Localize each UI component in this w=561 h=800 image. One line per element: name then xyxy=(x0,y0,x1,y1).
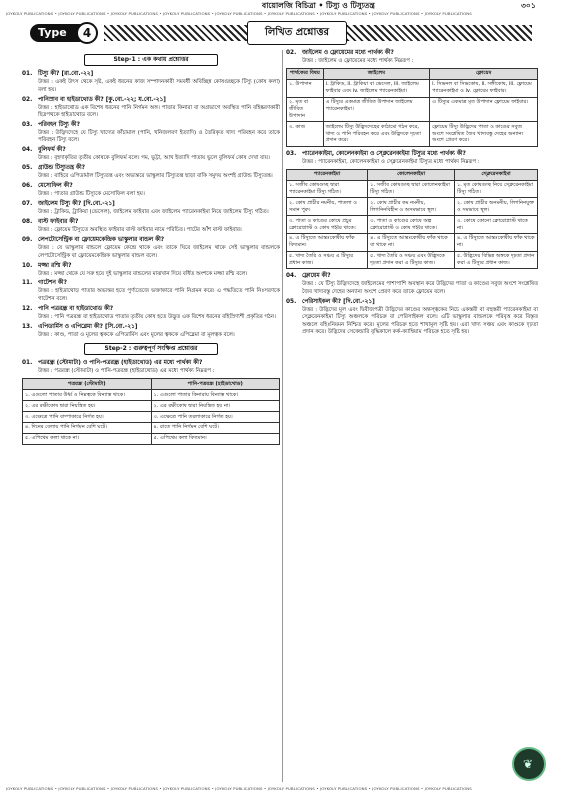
table-cell: ২. কোষ প্রাচীর নমনীয়, পাতলা ও সমান পুরু। xyxy=(287,198,368,216)
question-item xyxy=(286,273,538,296)
question-item xyxy=(22,306,280,321)
question-number: 08. xyxy=(22,219,33,226)
table-cell: ৫. এপিথেম কলা বিদ্যমান। xyxy=(151,433,280,444)
table-cell: ৫. খাদ্য তৈরি ও সঞ্চয় এবং উদ্ভিদকে দৃঢ়তা প্রদান করা এ টিস্যুর কাজ। xyxy=(368,251,455,269)
question-number: 11. xyxy=(22,280,33,287)
answer-text: উত্তর : উদ্ভিদের মূল এবং দ্বিবীজপত্রী উদ্ভিদের কাণ্ডের অন্তস্ত্বকের নিচে একস্তরী বা বহুস্তরী প্যারেনকাইমা বা স্ক্লেরেনকাইমা টিস্যু অঞ্চলকে পরিচক্র বা পেরিসাইকল বলে। এটি ভাস্কুলার বান্ডলকে পরিবৃত্ত করে বিস্তৃত অঞ্চলে বহিঃনিয়মন নিশ্চিত করে। মূলের পরিচক্র হতে শাখামূল সৃষ্টি হয়। এরা খাদ্য সঞ্চয় এবং কাণ্ডকে দৃঢ়তা প্রদান করে। উদ্ভিদের সেকেন্ডারি বৃদ্ধিকালে কর্ক-ক্যাম্বিয়াম পরিচক্র হতে সৃষ্টি হয়। xyxy=(302,306,538,336)
question-item xyxy=(22,263,280,278)
answer-text: উত্তর : একই উৎস থেকে সৃষ্ট, একই ধরনের কাজ সম্পাদনকারী সমবর্ধী অবিচ্ছিন্ন কোষগুচ্ছকে টিস্যু (কোষ কলা) বলা হয়। xyxy=(38,79,280,93)
table-row xyxy=(23,422,280,433)
table-cell: ১. এগুলো পাতার উর্ধ্ব ও নিম্নত্বকে বিন্যাস্ত থাকে। xyxy=(23,390,152,401)
question-item xyxy=(22,237,280,260)
table-cell: ফ্লোয়েম টিস্যু উদ্ভিদের পাতা ও কাণ্ডের সবুজ অংশে সংশ্লেষিত জৈব খাদ্যবস্তু দেহের অন্যান্য অংশে প্রেরণ করে। xyxy=(430,122,538,147)
answer-text: উত্তর : পাতার গ্রাউন্ড টিস্যুকে মেসোফিল বলা হয়। xyxy=(38,191,145,198)
answer-text: উত্তর : পানি পত্ররন্ধ্র বা হাইডাথোড পাতার তৃতীয় কোষ হতে উদ্ভূত এক বিশেষ ধরনের বহিস্রিণ্যশী প্রকৃতির গঠন। xyxy=(38,313,276,320)
column-header: জাইলেম xyxy=(323,68,429,79)
table-cell: ৩. এক্ষেত্রে পানি বাষ্পাকারে নির্গত হয়। xyxy=(23,412,152,423)
question-text: বুলিফর্ম কী? xyxy=(38,147,66,154)
table-cell: ৫. উদ্ভিদের বিভিন্ন অঙ্গকে দৃঢ়তা প্রদান করা এ টিস্যুর প্রধান কাজ। xyxy=(455,251,538,269)
table-row xyxy=(287,79,538,97)
table-cell: ৪. রাতে পানি নির্গমন বেশি ঘটে। xyxy=(151,422,280,433)
right-column xyxy=(286,50,538,339)
question-text: প্যারেনকাইমা, কোলেনকাইমা ও স্ক্লেরেনকাইমা টিস্যুর মধ্যে পার্থক্য কী? xyxy=(302,150,466,157)
answer-text: উত্তর : যে ভাস্কুলার বান্ডলে ফ্লোয়েম কেন্দ্রে থাকে এবং তাকে ঘিরে জাইলেম থাকে সেই ভাস্কুলার বান্ডলকে লেপটোসেন্ট্রিক বা ফ্লোয়েমকেন্দ্রিক ভাস্কুলার বান্ডল বলে। xyxy=(38,245,280,259)
question-item xyxy=(22,165,280,180)
table-cell: ২. মৃত বা জীবিত উপাদান xyxy=(287,97,324,122)
question-text: বাস্ট ফাইবার কী? xyxy=(38,219,79,226)
table-cell: ৩. কোষে কোনো ক্লোরোপ্লাস্ট থাকে না। xyxy=(455,216,538,234)
question-item xyxy=(22,324,280,339)
type-badge xyxy=(24,20,104,46)
question-item xyxy=(286,299,538,337)
answer-text: উত্তর : উদ্ভিদদেহে যে টিস্যু খাদ্যের কাঁচামাল (পানি, খনিজলবণ ইত্যাদি) ও তৈরিকৃত খাদ্য পরিবহন করে তাকে পরিবহন টিস্যু বলে। xyxy=(38,130,280,144)
question-number: 09. xyxy=(22,237,33,244)
table-cell: ৫. খাদ্য তৈরি ও সঞ্চয় এ টিস্যুর প্রধান কাজ। xyxy=(287,251,368,269)
table-header-row xyxy=(287,68,538,79)
question-item xyxy=(22,71,280,94)
table-row xyxy=(287,122,538,147)
question-text: ফ্লোয়েম কী? xyxy=(302,273,331,280)
column-header: প্যারেনকাইমা xyxy=(287,169,368,180)
title-hatch-right xyxy=(347,25,532,41)
question-item xyxy=(22,122,280,145)
answer-text: উত্তর : বাহিরে এপিডার্মাল টিস্যুতন্ত্র এবং অভ্যন্তরে ভাস্কুলার টিস্যুতন্ত্র ছাড়া বাকি সমুদয় অংশই গ্রাউন্ড টিস্যুতন্ত্র। xyxy=(38,173,273,180)
table-cell: ৩. কাজ xyxy=(287,122,324,147)
table-cell: এ টিস্যুর একমাত্র মৃত উপাদান ফ্লোয়েম ফাইবার। xyxy=(430,97,538,122)
table-row xyxy=(287,233,538,251)
answer-text: উত্তর : ট্রাকিড, ট্রাকিয়া (ভেসেল), জাইলেম ফাইবার এবং জাইলেম প্যারেনকাইমা নিয়ে জাইলেম টিস্যু গঠিত। xyxy=(38,209,269,216)
question-text: পানিস্রাব বা হাইডাথোড কী? [কু.বো.-২২; য.বো.-২১] xyxy=(38,96,166,103)
question-number: 04. xyxy=(22,147,33,154)
answer-text: উত্তর : মজ্জা থেকে যে সরু হয়ে দুই ভাস্কুলার বান্ডলের মাঝখান দিয়ে বর্ধিত অংশকে মজ্জা রশ্মি বলে। xyxy=(38,270,248,277)
table-cell: এ টিস্যুর একমাত্র জীবিত উপাদান জাইলেম প্যারেনকাইমা। xyxy=(323,97,429,122)
step1-heading: Step-1 : এক কথায় প্রশ্নোত্তর xyxy=(84,54,218,66)
question-text: গাটেশন কী? xyxy=(38,280,67,287)
page-number: ৩০১ xyxy=(521,1,536,10)
question-number: 01. xyxy=(22,360,33,367)
table-row xyxy=(287,97,538,122)
short-question-list xyxy=(22,71,280,339)
table-cell: ২. এর রক্ষীকোষ দ্বারা নিয়ন্ত্রিত হয়। xyxy=(23,401,152,412)
section-title: লিখিত প্রশ্নোত্তর xyxy=(247,21,347,45)
answer-text: উত্তর : হাইডাথোড় পাতার অভ্যন্তর হতে পুর্ণ্যতেজে ভক্তাকারে পানি নিগ্রমন করে। এ পদ্ধতিতে পানি নিঃসরণকে গাটেশন বলে। xyxy=(38,288,280,302)
table-cell: ১. সজীব কোষগুচ্ছ দ্বারা প্যারেনকাইমা টিস্যু গঠিত। xyxy=(287,180,368,198)
question-text: টিস্যু কী? [রা.বো.-২২] xyxy=(38,71,94,78)
column-header: পত্ররন্ধ্র (স্টোমাটা) xyxy=(23,379,152,390)
question-item xyxy=(22,201,280,216)
xylem-phloem-table xyxy=(286,68,538,147)
question-text: মেসোফিল কী? xyxy=(38,183,73,190)
table-cell: ১. সজীব কোষগুচ্ছ দ্বারা কোলেনকাইমা টিস্যু গঠিত। xyxy=(368,180,455,198)
publisher-strip-top: JOYKOLY PUBLICATIONS • JOYKOLY PUBLICATIONS • JOYKOLY PUBLICATIONS • JOYKOLY PUBLICATIONS • JOYKOLY PUBLICATIONS • JOYKOLY PUBLICATIONS • JOYKOLY PUBLICATIONS • JOYKOLY PUBLICATIONS • JOYKOLY PUBLICATIONS xyxy=(6,11,472,16)
left-column xyxy=(22,50,280,449)
column-header: ফ্লোয়েম xyxy=(430,68,538,79)
table-cell: ৪. এ টিস্যুতে আন্তঃকোষীয় ফাঁক বিদ্যমান। xyxy=(287,233,368,251)
table-cell: ১. এগুলো পাতার কিনারায় বিন্যাস্ত থাকে। xyxy=(151,390,280,401)
question-number: 01. xyxy=(22,71,33,78)
stomata-hydathode-table xyxy=(22,378,280,444)
question-item xyxy=(286,151,538,166)
question-text: জাইলেম টিস্যু কী? [দি.বো.-২১] xyxy=(38,201,115,208)
question-item xyxy=(22,183,280,198)
table-cell: ৪. দিনের বেলায় পানি নির্গমন বেশি ঘটে। xyxy=(23,422,152,433)
question-number: 04. xyxy=(286,273,297,280)
question-item xyxy=(22,97,280,120)
question-number: 03. xyxy=(286,150,297,157)
column-divider xyxy=(282,50,283,782)
question-number: 06. xyxy=(22,183,33,190)
table-cell: ১. মৃত কোষগুচ্ছ নিয়ে স্ক্লেরেনকাইমা টিস্যু গঠিত। xyxy=(455,180,538,198)
table-cell: জাইলেম টিস্যু উদ্ভিদদেহের কাঠামো গঠন করে, খাদ্য ও পানি পরিবহন করে এবং উদ্ভিদকে দৃঢ়তা প্রদান করে। xyxy=(323,122,429,147)
table-row xyxy=(287,251,538,269)
question-number: 13. xyxy=(22,323,33,330)
table-row xyxy=(287,198,538,216)
question-item xyxy=(22,219,280,234)
table-row xyxy=(23,433,280,444)
answer-text: উত্তর : প্যারেনকাইমা, কোলেনকাইমা ও স্ক্লেরেনকাইমা টিস্যুর মধ্যে পার্থক্য নিম্নরূপ : xyxy=(302,158,480,165)
table-cell: ৩. পাতা ও কাণ্ডের কোষে প্রচুর ক্লোরোপ্লাস্ট ও কোষ গহ্বর থাকে। xyxy=(287,216,368,234)
question-text: লেপটোসেন্ট্রিক বা ফ্লোয়েমকেন্দ্রিক ভাস্কুলার বান্ডল কী? xyxy=(38,237,165,244)
answer-text: উত্তর : যে টিস্যু উদ্ভিদদেহে জাইলেমের পাশাপাশি অবস্থান করে উদ্ভিদের পাতা ও কাণ্ডের সবুজ অংশে সংশ্লেষিত জৈব খাদ্যবস্তু দেহের অন্যান্য অংশে প্রেরণ করে তাকে ফ্লোয়েম বলে। xyxy=(302,281,538,295)
answer-text: উত্তর : ফ্লোয়েম টিস্যুতে অবস্থিত ফাইবার বাস্ট ফাইবার নামে পরিচিত। পাটের আঁশ বাস্ট ফাইবার। xyxy=(38,227,242,234)
table-cell: ২. কোষ প্রাচীর অনমনীয়, লিগনিনযুক্ত ও সমভাবে স্থূল। xyxy=(455,198,538,216)
question-item xyxy=(22,360,280,375)
title-hatch-left xyxy=(104,25,247,41)
page-header xyxy=(0,0,561,20)
table-cell: ৪. এ টিস্যুতে আন্তঃকোষীয় ফাঁক থাকে বা থাকে না। xyxy=(368,233,455,251)
question-text: পত্ররন্ধ্র (স্টোমাটা) ও পানি-পত্ররন্ধ্র (হাইডাথোড) এর মধ্যে পার্থক্য কী? xyxy=(38,360,203,367)
table-row xyxy=(287,216,538,234)
table-header-row xyxy=(287,169,538,180)
question-number: 07. xyxy=(22,201,33,208)
table-row xyxy=(23,390,280,401)
question-number: 05. xyxy=(22,165,33,172)
question-number: 05. xyxy=(286,298,297,305)
question-item xyxy=(286,50,538,65)
table-row xyxy=(23,412,280,423)
publisher-seal-icon: ❦ xyxy=(512,747,546,781)
table-row xyxy=(23,401,280,412)
answer-text: উত্তর : হাইডাথোড এক বিশেষ ধরনের পানি নির্গমন অঙ্গ। পাতার কিনারা বা অগ্রভাগে অবস্থিত পানি বহিষ্করণকারী ছিদ্রপথকে হাইডাথোড বলে। xyxy=(38,104,280,119)
answer-text: উত্তর : পত্ররন্ধ্র (স্টোমাটা) ও পানি-পত্ররন্ধ্র (হাইডাথোড) এর মধ্যে পার্থক্য নিম্নরূপ : xyxy=(38,368,215,375)
question-text: পরিবহন টিস্যু কী? xyxy=(38,122,80,129)
step2-heading: Step-2 : গুরুত্বপূর্ণ সংক্ষিপ্ত প্রশ্নোত্তর xyxy=(84,343,218,355)
question-item xyxy=(22,147,280,162)
question-number: 02. xyxy=(286,50,297,56)
answer-text: উত্তর : বৃহদাকৃতির তৃতীয় কোষকে বুলিফর্ম বলে। গম, ভুট্টা, আখ ইত্যাদি পাতায় ভুলে বুলিফর্ম কোষ দেখা যায়। xyxy=(38,155,270,162)
table-cell: ১. উপাদান xyxy=(287,79,324,97)
question-text: পানি পত্ররন্ধ্র বা হাইডাথোড কী? xyxy=(38,305,114,312)
table-cell: ২. কোষ প্রাচীর কম নমনীয়, লিগনিনবিহীন ও অসমভাবে স্থূল। xyxy=(368,198,455,216)
table-cell: i. ট্রাকিড, ii. ট্রাকিয়া বা ভেসেল, iii. জাইলেম ফাইবার এবং iv. জাইলেম প্যারেনকাইমা। xyxy=(323,79,429,97)
question-text: পেরিসাইকল কী? [দি.বো.-২১] xyxy=(302,298,375,305)
answer-text: উত্তর : জাইলেম ও ফ্লোয়েমের মধ্যে পার্থক্য নিম্নরূপ : xyxy=(302,57,414,64)
question-item xyxy=(22,280,280,303)
column-header: পার্থক্যের বিষয় xyxy=(287,68,324,79)
question-number: 10. xyxy=(22,262,33,269)
column-header: পানি-পত্ররন্ধ্র (হাইডাথোড) xyxy=(151,379,280,390)
publisher-strip-bottom: JOYKOLY PUBLICATIONS • JOYKOLY PUBLICATIONS • JOYKOLY PUBLICATIONS • JOYKOLY PUBLICATIONS • JOYKOLY PUBLICATIONS • JOYKOLY PUBLICATIONS • JOYKOLY PUBLICATIONS • JOYKOLY PUBLICATIONS • JOYKOLY PUBLICATIONS xyxy=(6,786,472,791)
question-text: এপিডার্মিস ও এপিব্লেমা কী? [সি.বো.-২১] xyxy=(38,323,138,330)
column-header: স্ক্লেরেনকাইমা xyxy=(455,169,538,180)
answer-text: উত্তর : কাণ্ড, পাতা ও মূলের ত্বককে এপিডার্মিস এবং মূলের ত্বককে এপিব্লেমা বা মূলত্বক বলে। xyxy=(38,331,235,338)
question-text: জাইলেম ও ফ্লোয়েমের মধ্যে পার্থক্য কী? xyxy=(302,50,394,56)
table-cell: i. সিভনল বা সিভকোষ, ii. সঙ্গীকোষ, iii. ফ্লোয়েম প্যারেনকাইমা ও iv. ফ্লোয়েম ফাইবার। xyxy=(430,79,538,97)
question-number: 03. xyxy=(22,122,33,129)
tissue-comparison-table xyxy=(286,169,538,270)
question-number: 02. xyxy=(22,96,33,103)
type-number: 4 xyxy=(76,22,98,44)
question-text: মজ্জা রশ্মি কী? xyxy=(38,262,72,269)
table-cell: ৫. এপিথেম কলা থাকে না। xyxy=(23,433,152,444)
table-cell: ৪. এ টিস্যুতে আন্তঃকোষীয় ফাঁক থাকে না। xyxy=(455,233,538,251)
table-row xyxy=(287,180,538,198)
table-header-row xyxy=(23,379,280,390)
type-label: Type xyxy=(30,24,88,42)
subject-heading: বায়োলজি বিচিত্রা • টিস্যু ও টিস্যুতন্ত্র xyxy=(262,1,375,10)
table-cell: ৩. এক্ষেত্রে পানি তরলাকারে নির্গত হয়। xyxy=(151,412,280,423)
question-text: গ্রাউন্ড টিস্যুতন্ত্র কী? xyxy=(38,165,85,172)
table-cell: ৩. পাতা ও কাণ্ডের কোষে অল্প ক্লোরোপ্লাস্ট ও কোষ গহ্বর থাকে। xyxy=(368,216,455,234)
column-header: কোলেনকাইমা xyxy=(368,169,455,180)
table-cell: ২. এর রক্ষীকোষ দ্বারা নিয়ন্ত্রিত হয় না। xyxy=(151,401,280,412)
question-number: 12. xyxy=(22,305,33,312)
